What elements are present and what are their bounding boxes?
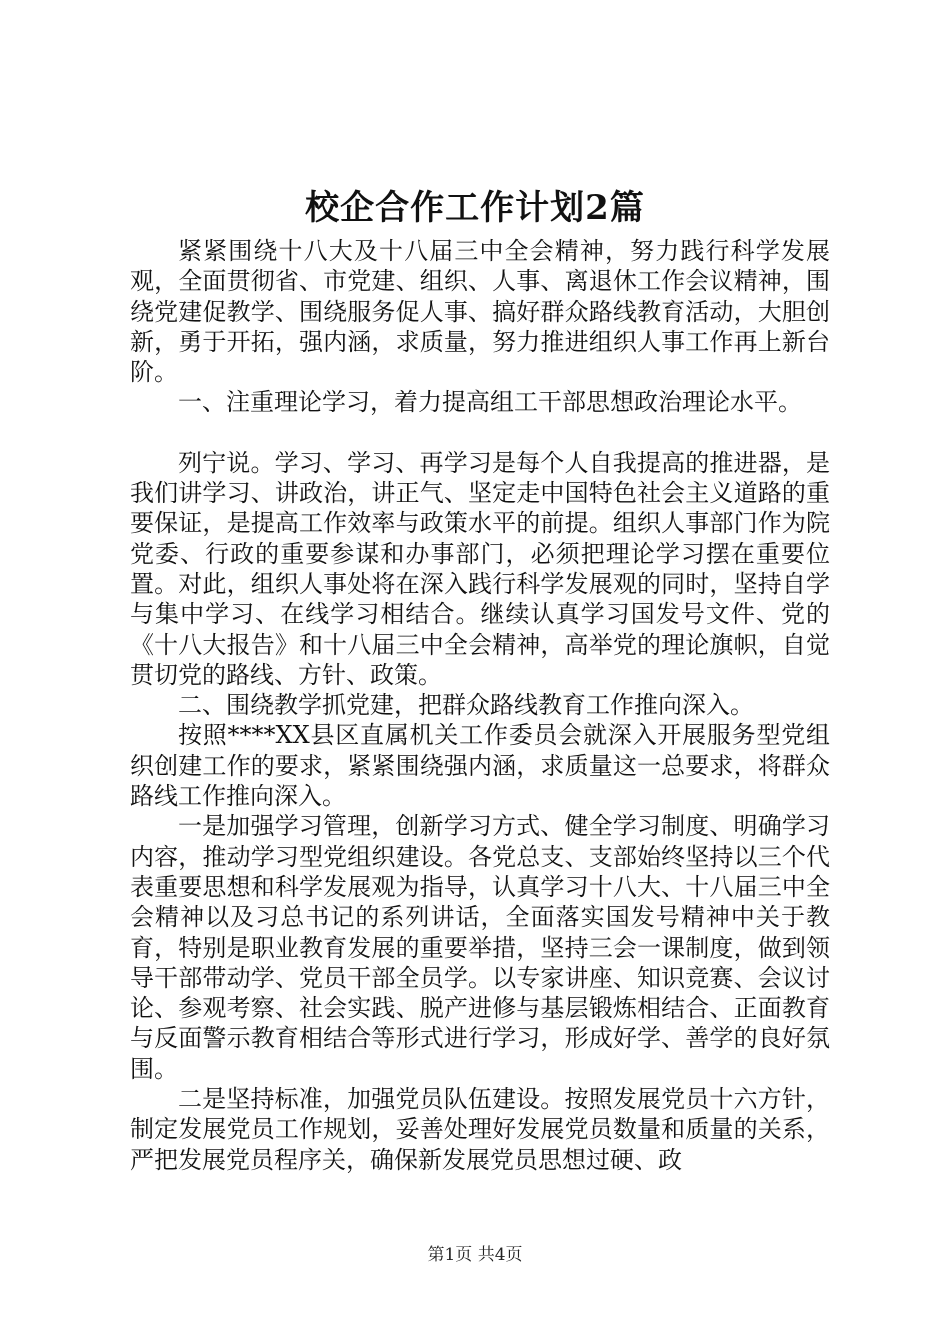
section-heading-1: 一、注重理论学习，着力提高组工干部思想政治理论水平。 xyxy=(178,388,802,417)
paragraph-according: 按照****XX县区直属机关工作委员会就深入开展服务型党组织创建工作的要求，紧紧围绕强内涵，求质量这一总要求，将群众路线工作推向深入。 xyxy=(130,721,830,811)
paragraph-lenin: 列宁说。学习、学习、再学习是每个人自我提高的推进器，是我们讲学习、讲政治，讲正气、坚定走中国特色社会主义道路的重要保证，是提高工作效率与政策水平的前提。组织人事部门作为院党委、行政的重要参谋和办事部门，必须把理论学习摆在重要位置。对此，组织人事处将在深入践行科学发展观的同时，坚持自学与集中学习、在线学习相结合。继续认真学习国发号文件、党的《十八大报告》和十八届三中全会精神，高举党的理论旗帜，自觉贯切党的路线、方针、政策。 xyxy=(130,448,830,689)
document-body xyxy=(130,236,830,1175)
paragraph-point-2: 二是坚持标准，加强党员队伍建设。按照发展党员十六方针，制定发展党员工作规划，妥善处理好发展党员数量和质量的关系，严把发展党员程序关，确保新发展党员思想过硬、政 xyxy=(130,1085,830,1174)
section-heading-2: 二、围绕教学抓党建，把群众路线教育工作推向深入。 xyxy=(178,691,754,720)
document-title: 校企合作工作计划2篇 xyxy=(305,188,645,228)
paragraph-point-1: 一是加强学习管理，创新学习方式、健全学习制度、明确学习内容，推动学习型党组织建设。各党总支、支部始终坚持以三个代表重要思想和科学发展观为指导，认真学习十八大、十八届三中全会精神以及习总书记的系列讲话，全面落实国发号精神中关于教育，特别是职业教育发展的重要举措，坚持三会一课制度，做到领导干部带动学、党员干部全员学。以专家讲座、知识竞赛、会议讨论、参观考察、社会实践、脱产进修与基层锻炼相结合、正面教育与反面警示教育相结合等形式进行学习，形成好学、善学的良好氛围。 xyxy=(130,812,830,1083)
page-number-footer: 第1页 共4页 xyxy=(427,1245,523,1265)
paragraph-intro: 紧紧围绕十八大及十八届三中全会精神，努力践行科学发展观，全面贯彻省、市党建、组织、人事、离退休工作会议精神，围绕党建促教学、围绕服务促人事、搞好群众路线教育活动，大胆创新，勇于开拓，强内涵，求质量，努力推进组织人事工作再上新台阶。 xyxy=(130,237,830,387)
paragraph-spacer xyxy=(130,418,830,448)
